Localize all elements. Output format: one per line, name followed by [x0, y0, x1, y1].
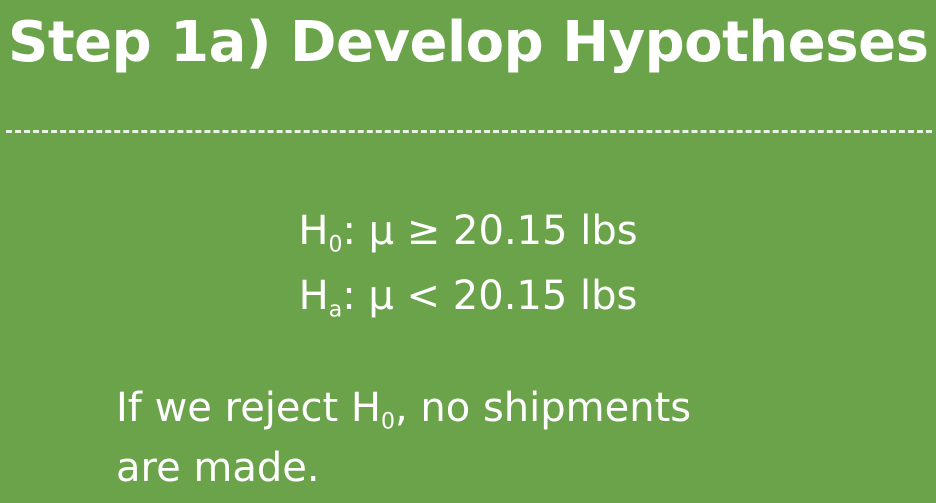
alternative-hypothesis-subscript: a [328, 297, 343, 323]
null-hypothesis-statement: : μ ≥ 20.15 lbs [342, 208, 638, 254]
decision-note-subscript: 0 [381, 409, 395, 435]
dashed-divider [6, 130, 932, 133]
alternative-hypothesis-symbol: H [298, 273, 329, 319]
decision-note [116, 378, 916, 498]
decision-note-line-2: are made. [116, 445, 320, 491]
null-hypothesis [0, 207, 936, 258]
decision-note-text-1: If we reject H [116, 385, 381, 431]
null-hypothesis-symbol: H [298, 208, 329, 254]
alternative-hypothesis [0, 272, 936, 323]
alternative-hypothesis-statement: : μ < 20.15 lbs [342, 273, 638, 319]
decision-note-line-1 [116, 378, 916, 438]
null-hypothesis-subscript: 0 [328, 232, 343, 258]
slide-title: Step 1a) Develop Hypotheses [8, 10, 929, 75]
decision-note-text-2: , no shipments [395, 385, 692, 431]
